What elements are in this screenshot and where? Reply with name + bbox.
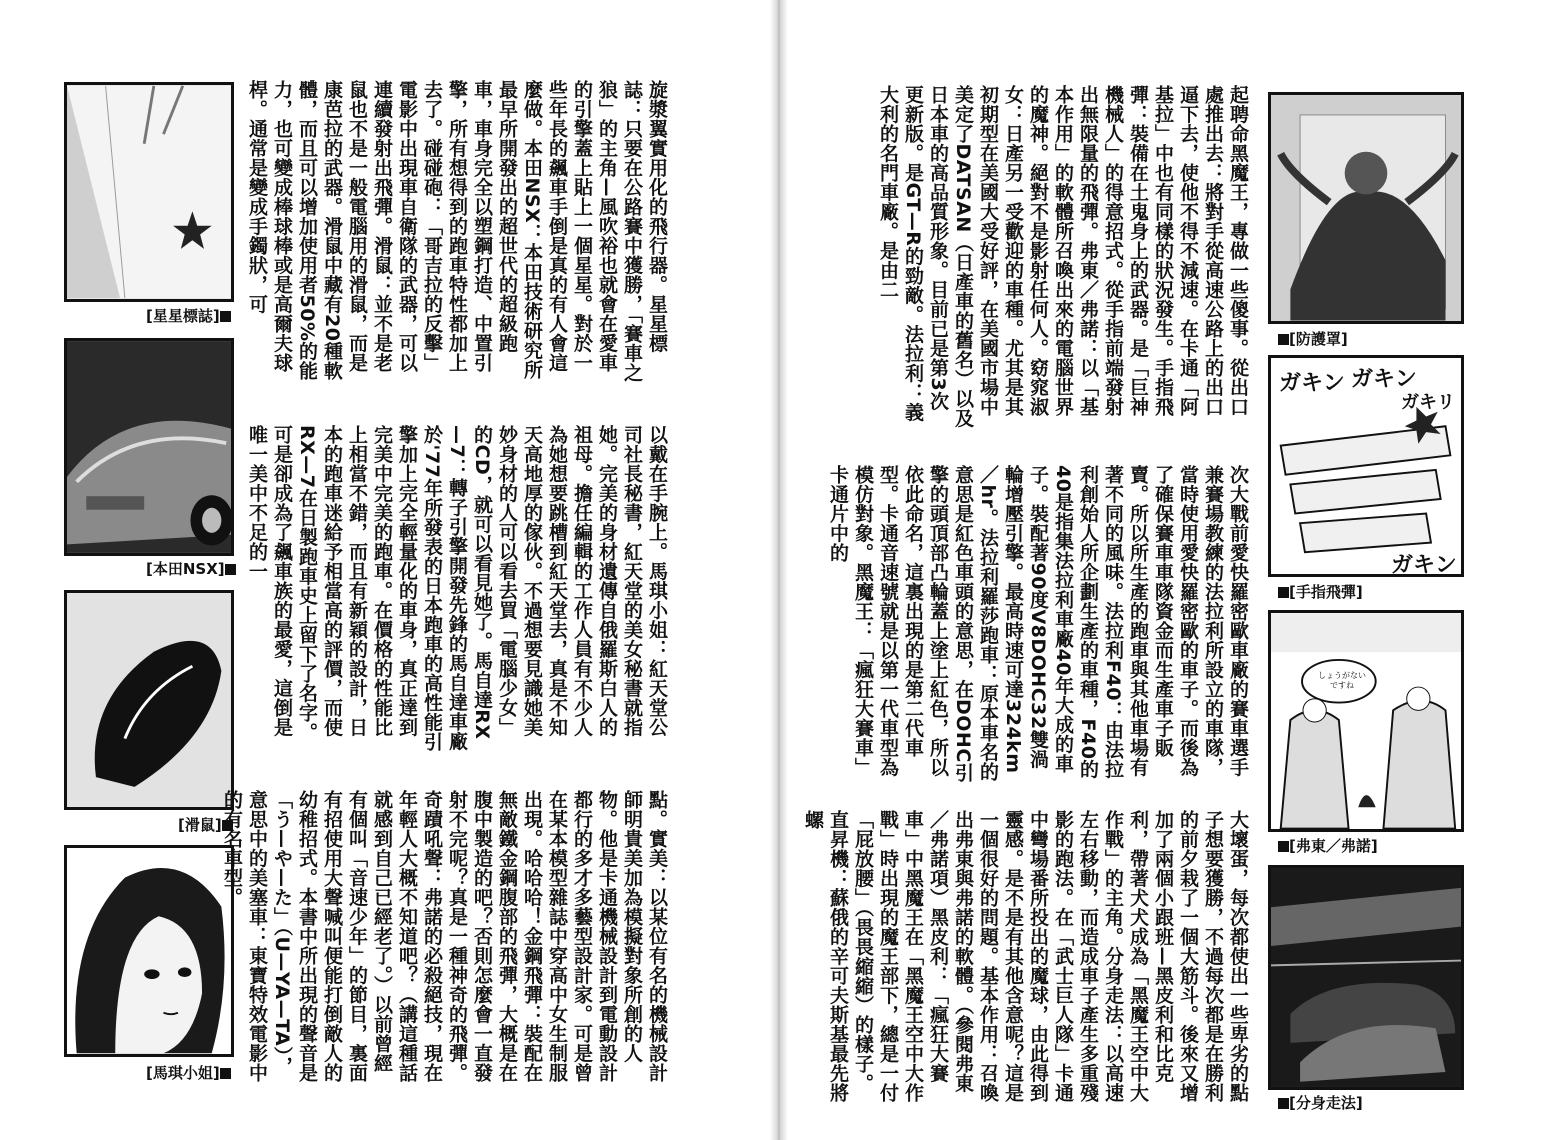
caption-square-icon — [1278, 841, 1289, 852]
caption-split-running: [分身走法] — [1278, 1092, 1363, 1113]
left-text-block-3: 點。實美：以某位有名的機械設計師明貴美加為模擬對象所創的人物。他是卡通機械設計到電動設計都行的多才多藝型設計家。可是曾在某本模型雜誌中穿高中女生制服出現。哈哈哈！金鋼飛彈：裝配在無敵鐵金鋼腹部的飛彈，大概是在腹中製造的吧？否則怎麼會一直發射不完呢？真是一種神奇的飛彈。奇蹟吼聲：弗諾的必殺絕技，現在年輕人大概不知道吧？（講這種話就感到自己已經老了。）以前曾經有個叫「音速少年」的節目，裏面有招使用大聲喊叫便能打倒敵人的幼稚招式。本書中所出現的聲音是「う—や—た」（U—YA—TA），意思中的美塞車：東寶特效電影中的有名車型。 — [221, 790, 668, 1083]
mouse-panel — [64, 590, 234, 810]
caption-star-mark: [星星標誌] — [146, 305, 231, 326]
fudong-funuo-illustration — [1271, 613, 1461, 829]
shield-illustration — [1271, 95, 1461, 321]
caption-miss-maqi: [馬琪小姐] — [146, 1062, 231, 1083]
right-text-block-2: 次大戰前愛快羅密歐車廠的賽車選手兼賽場教練的法拉利所設立的車隊，當時使用愛快羅密歐的車子。而後為了確保賽車車隊資金而生產車子販賣。所以所生產的跑車與其他車場有著不同的風味。法拉利F40：由法拉利創始人所企劃生產的車種，F40的40是指集法拉利車廠40年大成的車子。裝配著90度V8DOHC32雙渦輪增壓引擎。最高時速可達324km／hr。法拉利羅莎跑車：原本車名的意思是紅色車頭的意思，在DOHC引擎的頭頂部凸輪蓋上塗上紅色，所以依此命名，這裏出現的是第二代車型。卡通音速號就是以第一代車型為模仿對象。黑魔王：「瘋狂大賽車」卡通片中的 — [827, 465, 1249, 783]
sfx-2: ガキン — [1351, 367, 1417, 392]
split-running-panel — [1268, 865, 1464, 1090]
caption-square-icon — [1278, 1098, 1289, 1109]
honda-nsx-panel — [64, 338, 234, 556]
caption-finger-missile: [手指飛彈] — [1278, 581, 1363, 602]
caption-mouse: [滑鼠] — [178, 814, 233, 835]
sfx-3: ガキリ — [1401, 392, 1455, 413]
split-running-illustration — [1271, 868, 1461, 1087]
right-text-block-1: 起聘命黑魔王，專做一些傻事。從出口處推出去：將對手從高速公路上的出口逼下去，使他不得不減速。在卡通「阿基拉」中也有同樣的狀況發生。手指飛彈：裝備在土鬼身上的武器。是「巨神機械人」的得意招式。從手指前端發射出無限量的飛彈。弗東／弗諾：以「基本作用」的軟體所召喚出來的電腦世界的魔神。絕對不是影射任何人。窈窕淑女：日產另一受歡迎的車種。尤其是其初期型在美國大受好評，在美國市場中美定了DATSAN（日產車的舊名）以及日本車的高品質形象。目前已是第3次更新版。是GT—R的勁敵。法拉利：義大利的名門車廠。是由二 — [877, 85, 1249, 428]
shield-panel — [1268, 92, 1464, 324]
left-text-block-1: 旋漿翼實用化的飛行器。星星標誌：只要在公路賽中獲勝，「賽車之狼」的主角—風吹裕也就會在愛車的引擎蓋上貼上一個星星。對於一些年長的飆車手倒是真的有人會這麼做。本田NSX：本田技術研究所最早所開發出的超世代的超級跑車，車身完全以塑鋼打造、中置引擎，所有想得到的跑車特性都加上去了。碰碰砲：「哥吉拉的反擊」電影中出現車自衛隊的武器，可以連續發射出飛彈。滑鼠：並不是老鼠也不是一般電腦用的滑鼠，而是康芭拉的武器。滑鼠中藏有20種軟體，而且可以增加使用者50%的能力，也可變成棒球棒或是高爾夫球桿。通常是變成手鐲狀，可 — [246, 80, 668, 383]
miss-maqi-illustration — [67, 848, 231, 1054]
caption-square-icon — [225, 564, 236, 575]
star-mark-illustration — [67, 85, 231, 299]
caption-square-icon — [1278, 587, 1289, 598]
caption-fudong-funuo: [弗東／弗諾] — [1278, 835, 1378, 856]
page-gutter — [770, 0, 788, 1140]
caption-square-icon — [220, 1068, 231, 1079]
fudong-funuo-panel — [1268, 610, 1464, 832]
honda-nsx-illustration — [67, 341, 231, 553]
caption-shield: [防護罩] — [1278, 328, 1348, 349]
caption-square-icon — [1278, 334, 1289, 345]
miss-maqi-panel — [64, 845, 234, 1057]
speech-bubble-text: しょうがないですね — [1318, 671, 1366, 690]
caption-square-icon — [220, 311, 231, 322]
caption-honda-nsx: [本田NSX] — [146, 558, 236, 579]
sfx-4: ガキン — [1391, 553, 1457, 578]
sfx-1: ガキン — [1279, 371, 1345, 396]
finger-missile-panel — [1268, 355, 1464, 577]
mouse-illustration — [67, 593, 231, 807]
star-mark-panel — [64, 82, 234, 302]
left-text-block-2: 以戴在手腕上。馬琪小姐：紅天堂公司社長秘書，紅天堂的美女秘書就指她。完美的身材遺傳自俄羅斯白人的祖母。擔任編輯的工作人員有不少人為她想要跳槽到紅天堂去，真是不知天高地厚的傢伙。不過想要見識她美妙身材的人可以看去買「電腦少女」的CD，就可以看見她了。馬自達RX—7：轉子引擎開發先鋒的馬自達車廠於'77年所發表的日本跑車的高性能引擎加上完全輕量化的車身，真正達到完美中完美的跑車。在價格的性能比上相當不錯，而且有新穎的設計，日本的跑車迷給予相當高的評價，而使RX—7在日製跑車史上留下了名字。可是卻成為了飆車族的最愛，這倒是唯一美中不足的一 — [246, 425, 668, 752]
right-text-block-3: 大壞蛋，每次都使出一些卑劣的點子想要獲勝，不過每次都是在勝利的前夕栽了一個大筋斗。後來又增加了兩個小跟班—黑皮利和比克利，帶著犬犬成為「黑魔王空中大作戰」的主角。分身走法：以高速左右移動，而造成車子產生多重殘影的跑法。在「武士巨人隊」卡通中彎場番所投出的魔球，由此得到靈感。是不是有其他含意呢？這是一個很好的問題。基本作用：召喚出弗東與弗諾的軟體。（參閱弗東／弗諾項）黑皮利：「瘋狂大賽車」中黑魔王在「黑魔王空中大作戰」時出現的魔王部下，總是一付「屁放腰」（畏畏縮縮）的樣子。直昇機：蘇俄的辛可夫斯基最先將螺 — [802, 810, 1249, 1103]
